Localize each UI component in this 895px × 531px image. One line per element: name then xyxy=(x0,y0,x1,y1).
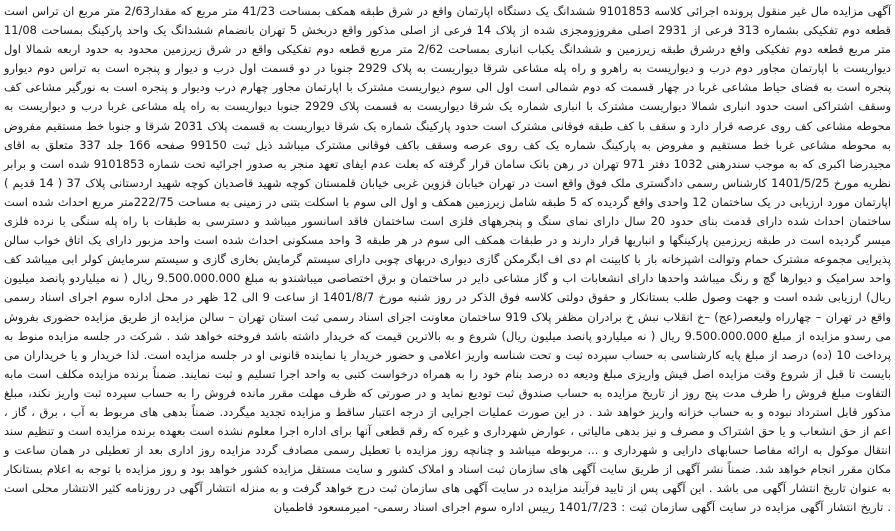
auction-notice-text: آگهی مزایده مال غیر منقول پرونده اجرائی کلاسه 9101853 ششدانگ یک دستگاه اپارتمان واقع در شرق طبقه همکف بمساحت 41/23 متر مربع که مقدار2/63 متر مربع ان تراس است قطعه دوم تفکیکی بشماره 313 فرعی از 2931 اصلی مفروزومجزی شده از پلاک 14 فرعی از اصلی مذکور واقع دربخش 5 تهران بانضمام ششدانگ یک واحد پارکینگ بمساحت 11/08 متر مربع قطعه دوم تفکیکی واقع درشرق طبقه زیرزمین و ششدانگ یکباب انباری بمساحت 2/62 متر مربع قطعه دوم تفکیکی واقع در شرق زیرزمین محدود به حدود اربعه شمالا اول دیواریست با اپارتمان مجاور دوم درب و دیواریست به راهرو و راه پله مشاعی شرقا دیواریست به پلاک 2929 جنوبا در دو قسمت اول درب و دیوار و پنجره است به تراس دوم دیوارو پنجره است به فضای حیاط مشاعی غربا در چهار قسمت که دوم شمالی است اول الی سوم دیواریست مشترک با اپارتمان مجاور چهارم درب ودیوار و پنجره است به نورگیر مشاعی کف وسقف اشتراکی است حدود انباری شمالا دیواریست مشترک با انباری شماره یک شرقا دیواریست به قسمت پلاک 2929 جنوبا دیواریست به راه پله مشاعی غربا درب و دیواریست به محوطه مشاعی کف روی عرصه قرار دارد و سقف با کف طبقه فوقانی مشترک است حدود پارکینگ شماره یک شرقا دیواریست به قسمت پلاک 2031 شرقا و جنوبا خط مستقیم مفروض به محوطه مشاعی غربا خط مستقیم و مفروض به پارکینگ شماره یک کف روی عرصه وسقف باکف فوقانی مشترک میباشد ذیل ثبت 99150 صفحه 166 جلد 337 متعلق به اقای مجیدرضا اکبری که به موجب سندرهنی 1032 دفتر 971 تهران در رهن بانک سامان قرار گرفته که بعلت عدم ایفای تعهد منجر به صدور اجرائیه تحت شماره 9101853 شده است و برابر نظریه مورخ 1401/5/25 کارشناس رسمی دادگستری ملک فوق واقع است در تهران خیابان قزوین غربی خیابان قلمستان کوچه شهید قاصدیان کوچه شهید اردستانی پلاک 37 ( 14 قدیم ) اپارتمان مورد ارزیابی در یک ساختمان 12 واحدی واقع گردیده که 5 طبقه شامل زیرزمین همکف و اول الی سوم با اسکلت بتنی در زمینی به مساحت 222/75متر مربع احداث شده است ساختمان احداث شده دارای قدمت بنای حدود 20 سال دارای نمای سنگ و پنجرههای فلزی است ساختمان فاقد اسانسور میباشد و دسترسی به طبقات با راه پله سنگی با نرده فلزی میسر گردیده است در طبقه زیرزمین پارکینگها و انباریها قرار دارند و در طبقات همکف الی سوم در هر طبقه 3 واحد مسکونی احداث شده است واحد مزبور دارای یک اتاق خواب سالن پذیرایی مجموعه مشترک حمام وتوالت اشپزخانه باز با کابینت ام دی اف ابگرمکن گازی دیواری دربهای چوبی دارای سیستم گرمایش بخاری گازی و سیستم سرمایش کولر ابی میباشد کف واحد سرامیک و دیوارها گچ و رنگ میباشد واحدها دارای انشعابات اب و گاز مشاعی دایر در ساختمان و برق اختصاصی میباشندو به مبلغ 9.500.000.000 ریال ( نه میلیاردو پانصد میلیون ریال) ارزیابی شده است و جهت وصول طلب بستانکار و حقوق دولتی کلاسه فوق الذکر در روز شنبه مورخ 1401/8/7 از ساعت 9 الی 12 ظهر در محل اداره سوم اجرای اسناد رسمی واقع در تهران – چهارراه ولیعصر(عج) –خ انقلاب نبش خ برادران مظفر پلاک 919 ساختمان معاونت اجرای اسناد رسمی ثبت استان تهران – سالن مزایده از طریق مزایده حضوری بفروش می رسدو مزایده از مبلغ 9.500.000.000 ریال ( نه میلیاردو پانصد میلیون ریال) شروع و به بالاترین قیمت که خریدار داشته باشد فروخته خواهد شد . شرکت در جلسه مزایده منوط به پرداخت 10 (ده) درصد از مبلغ پایه کارشناسی به حساب سپرده ثبت و تحت شناسه واریز اعلامی و حضور خریدار یا نماینده قانونی او در جلسه مزایده است. لذا خریدار و یا خریداران می بایست تا قبل از شروع وقت مزایده اصل فیش واریزی مبلغ ودیعه ده درصد بنام خود را به همراه درخواست کتبی به واحد اجرا تسلیم و ثبت نمایند. ضمناً برنده مزایده مکلف است مابه التفاوت مبلغ فروش را ظرف مدت پنج روز از تاریخ مزایده به حساب صندوق ثبت تودیع نماید و در صورتی که ظرف مهلت مقرر مانده فروش را به حساب سپرده ثبت واریز نکند، مبلغ مذکور قابل استرداد نبوده و به حساب خزانه واریز خواهد شد . در این صورت عملیات اجرایی از درجه اعتبار ساقط و مزایده تجدید میگردد. ضمناً بدهی های مربوط به آب ، برق ، گاز ، اعم از حق انشعاب و یا حق اشتراک و مصرف و نیز بدهی مالیاتی ، عوارض شهرداری و غیره که رقم قطعی آنها برای اداره اجرا معلوم نشده است بعهده برنده مزایده است و تنظیم سند انتقال موکول به ارائه مفاصا حسابهای دارایی و شهرداری و ... مربوطه میباشد و چنانچه روز مزایده با تعطیل رسمی مصادف گردد مزایده روز اداری بعد از تعطیلی در همان ساعت و مکان مقرر انجام خواهد شد. ضمناً نشر آگهی از طریق سایت آگهی های سازمان ثبت اسناد و املاک کشور و سایت مستقل مزایده کشور خواهد بود و روز مزایده با توجه به اعلام بستانکار به عنوان تاریخ انتشار آگهی می باشد . این آگهی پس از تایید فرآیند مزایده در سایت آگهی های سازمان ثبت درج خواهد گرفت و به منزله انتشار آگهی در روزنامه کثیر الانتشار محلی است . تاریخ انتشار آگهی مزایده در سایت آگهی سازمان ثبت : 1401/7/23 رییس اداره سوم اجرای اسناد رسمی- امیرمسعود قاطمیان xyxy=(4,4,892,515)
